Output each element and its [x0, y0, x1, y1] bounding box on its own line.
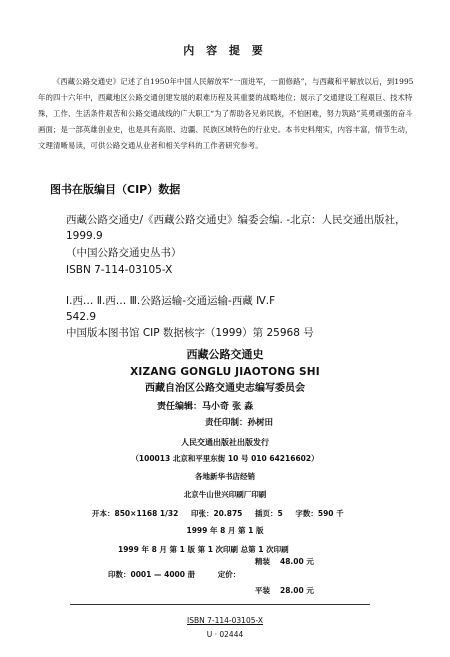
book-title: 西藏公路交通史 [186, 348, 264, 361]
summary-block [38, 74, 414, 154]
cip-heading: 图书在版编目（CIP）数据 [50, 183, 181, 196]
divider [70, 604, 370, 605]
isbn-bottom: ISBN 7-114-03105-X [187, 616, 263, 625]
distributor: 各地新华书店经销 [195, 472, 255, 481]
plates: 插页：5 [255, 509, 283, 518]
paperback-price-line [255, 586, 314, 595]
printer-label: 责任印制： [205, 418, 248, 428]
printer-name: 孙树田 [247, 418, 274, 428]
compiler: 西藏自治区公路交通史志编写委员会 [145, 383, 305, 394]
pinyin-title: XIZANG GONGLU JIAOTONG SHI [130, 366, 320, 378]
cip-series: （中国公路交通史丛书） [66, 247, 182, 259]
printing-house: 北京牛山世兴印刷厂印刷 [183, 490, 267, 499]
editor-names: 马小奇 张 淼 [202, 402, 254, 412]
cip-main-entry-text: 西藏公路交通史/《西藏公路交通史》编委会编. -北京：人民交通出版社，1999.9 [66, 214, 406, 242]
paperback-price: 28.00 元 [280, 586, 314, 595]
edition: 1999 年 8 月 第 1 版 [186, 526, 264, 535]
format: 开本：850×1168 1/32 [92, 509, 179, 518]
cip-classification-code: 542.9 [66, 311, 97, 323]
cip-record-number: 中国版本图书馆 CIP 数据核字（1999）第 25968 号 [66, 327, 314, 339]
summary-title: 内 容 提 要 [183, 44, 267, 57]
summary-text: 《西藏公路交通史》记述了自1950年中国人民解放军“一面进军，一面修路”，与西藏和平解放以后，到1995年的四十六年中，西藏地区公路交通创建发展的艰难历程及其重要的战略地位；展示了交通建设工程艰巨、技术特殊，工作、生活条件艰苦和公路交通战线的广大职工“为了帮助各兄弟民族，不怕困难，努力筑路”英勇顽强的奋斗画面；是一部英雄创业史，也是具有高原、边疆、民族区域特色的行业史。本书史料翔实，内容丰富，情节生动，文理清晰易读，可供公路交通从业者和相关学科的工作者研究参考。 [38, 77, 414, 150]
cip-classification: Ⅰ.西… Ⅱ.西… Ⅲ.公路运输-交通运输-西藏 Ⅳ.F [66, 295, 276, 307]
printer-line [205, 418, 273, 428]
print-info: 1999 年 8 月 第 1 版 第 1 次印刷 总第 1 次印刷 [118, 545, 289, 554]
word-count: 字数：590 千 [295, 509, 344, 518]
cip-main-entry [66, 212, 416, 244]
classification-code-bottom: U · 02444 [206, 630, 244, 639]
hardcover-price: 48.00 元 [280, 557, 314, 566]
print-run-line [108, 570, 240, 579]
format-specs [92, 509, 344, 518]
hardcover-label: 精装 [255, 557, 270, 566]
print-run: 印数：0001 — 4000 册 [108, 570, 196, 579]
publisher-address: （100013 北京和平里东街 10 号 010 64216602） [131, 454, 319, 463]
publisher: 人民交通出版社出版发行 [181, 438, 269, 447]
cip-isbn: ISBN 7-114-03105-X [66, 264, 173, 276]
editor-label: 责任编辑： [157, 402, 203, 412]
sheets: 印张：20.875 [190, 509, 243, 518]
price-label: 定价： [217, 570, 241, 579]
hardcover-price-line [255, 557, 314, 566]
editor-line [157, 402, 253, 413]
paperback-label: 平装 [255, 586, 270, 595]
